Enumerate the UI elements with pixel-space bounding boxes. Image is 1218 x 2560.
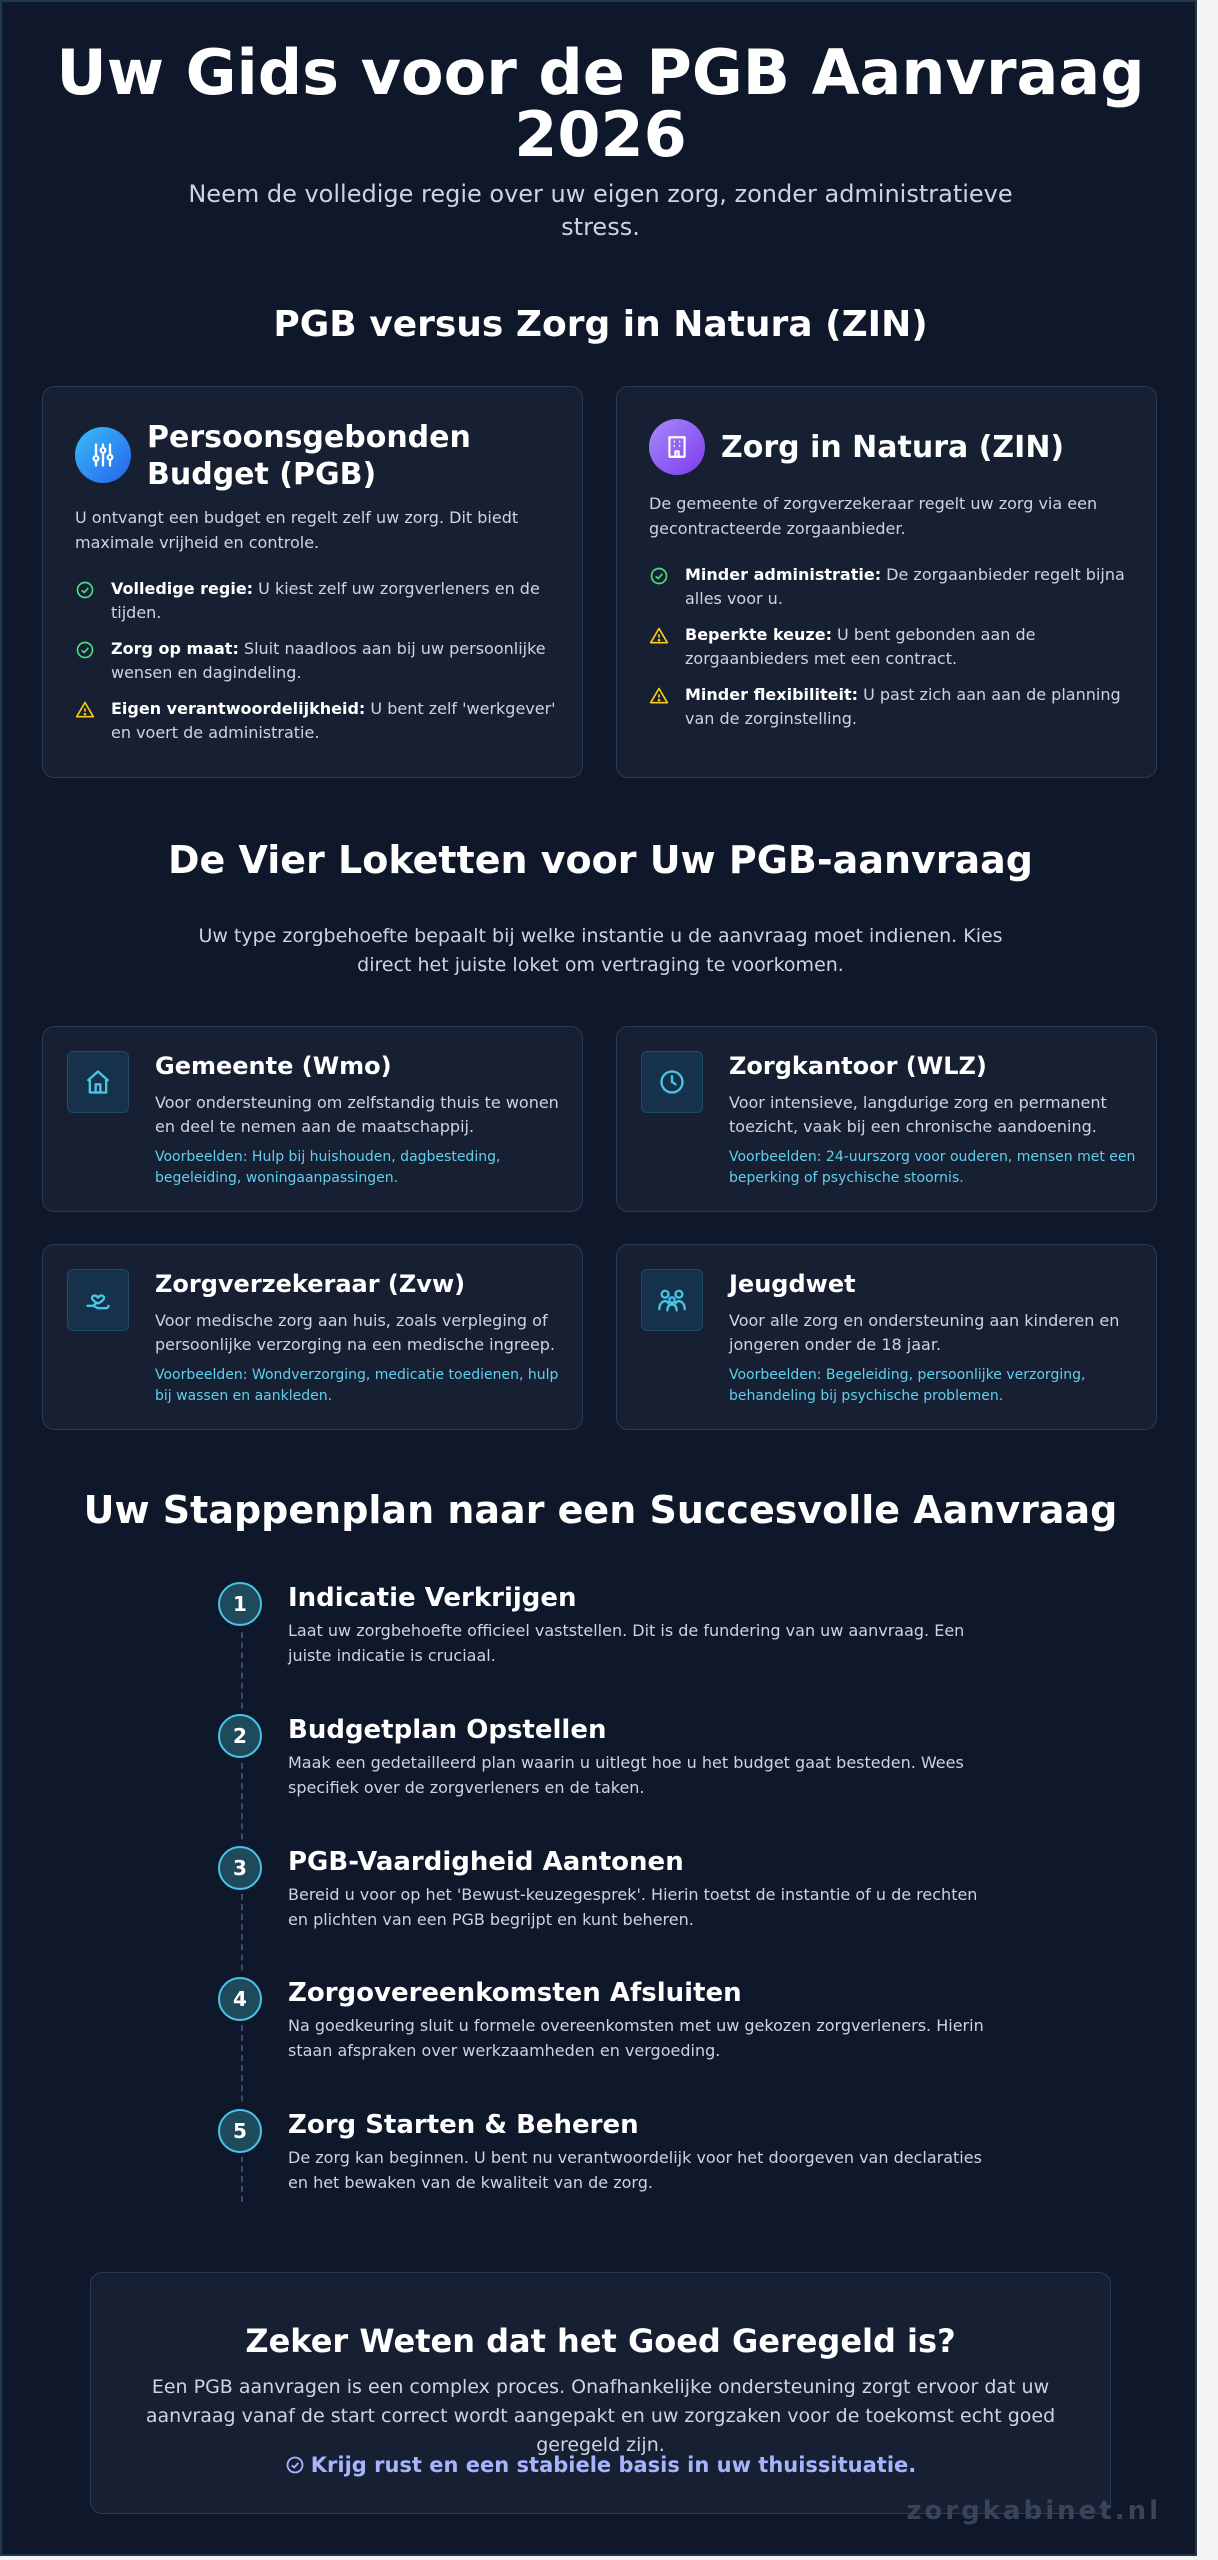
step-number: 4 <box>218 1977 262 2021</box>
loket-description: Voor ondersteuning om zelfstandig thuis te wonen en deel te nemen aan de maatschappij. <box>155 1093 559 1136</box>
step-description: Maak een gedetailleerd plan waarin u uitlegt hoe u het budget gaat besteden. Wees specifiek over de zorgverleners en de taken. <box>288 1753 964 1797</box>
pgb-card-title: Persoonsgebonden Budget (PGB) <box>147 420 471 492</box>
step-title: Indicatie Verkrijgen <box>288 1583 577 1613</box>
pgb-point-text: U kiest zelf uw zorgverleners en de tijden. <box>111 579 540 622</box>
loket-card-gemeente <box>42 1026 583 1212</box>
pgb-point-label: Volledige regie: <box>111 579 254 598</box>
step-title: Zorg Starten & Beheren <box>288 2110 639 2140</box>
zin-point-text: De zorgaanbieder regelt bijna alles voor u. <box>685 565 1125 608</box>
loketten-description: Uw type zorgbehoefte bepaalt bij welke instantie u de aanvraag moet indienen. Kies direct het juiste loket om vertraging te voorkomen. <box>198 925 1003 976</box>
title-line-2: 2026 <box>514 98 687 171</box>
step-description: De zorg kan beginnen. U bent nu verantwoordelijk voor het doorgeven van declaraties en het bewaken van de kwaliteit van de zorg. <box>288 2148 982 2192</box>
pgb-point-text: U bent zelf 'werkgever' en voert de administratie. <box>111 699 556 742</box>
zin-point-label: Minder flexibiliteit: <box>685 685 859 704</box>
home-icon <box>67 1051 129 1113</box>
cta-box <box>90 2272 1111 2514</box>
cta-description: Een PGB aanvragen is een complex proces. Onafhankelijke ondersteuning zorgt ervoor dat uw aanvraag vanaf de start correct wordt aangepakt en uw zorgzaken voor de toekomst echt goed geregeld zijn. <box>145 2376 1056 2456</box>
family-icon <box>641 1269 703 1331</box>
loketten-title: De Vier Loketten voor Uw PGB-aanvraag <box>167 838 1034 882</box>
comparison-title: PGB versus Zorg in Natura (ZIN) <box>273 304 928 345</box>
loket-card-zorgkantoor <box>616 1026 1157 1212</box>
step-title: Zorgovereenkomsten Afsluiten <box>288 1978 742 2008</box>
check-circle-icon <box>285 2455 305 2475</box>
pgb-point-label: Zorg op maat: <box>111 639 239 658</box>
step-number: 3 <box>218 1846 262 1890</box>
zin-card <box>616 386 1157 778</box>
step-number: 1 <box>218 1582 262 1626</box>
zin-point <box>649 563 1130 611</box>
zin-point-text: U bent gebonden aan de zorgaanbieders met een contract. <box>685 625 1036 668</box>
building-icon <box>649 419 705 475</box>
loket-title: Jeugdwet <box>729 1270 856 1298</box>
zin-point-text: U past zich aan aan de planning van de zorginstelling. <box>685 685 1121 728</box>
pgb-card <box>42 386 583 778</box>
step-number: 5 <box>218 2109 262 2153</box>
check-circle-icon <box>75 580 95 600</box>
step-description: Na goedkeuring sluit u formele overeenkomsten met uw gekozen zorgverleners. Hierin staan afspraken over werkzaamheden en vergoeding. <box>288 2016 984 2060</box>
hand-heart-icon <box>67 1269 129 1331</box>
zin-card-description: De gemeente of zorgverzekeraar regelt uw zorg via een gecontracteerde zorgaanbieder. <box>649 494 1098 538</box>
cta-footer <box>91 2453 1110 2477</box>
loket-description: Voor intensieve, langdurige zorg en permanent toezicht, vaak bij een chronische aandoening. <box>729 1093 1107 1136</box>
step-number: 2 <box>218 1714 262 1758</box>
loket-title: Gemeente (Wmo) <box>155 1052 392 1080</box>
loket-description: Voor medische zorg aan huis, zoals verpleging of persoonlijke verzorging na een medische ingreep. <box>155 1311 556 1354</box>
step-title: PGB-Vaardigheid Aantonen <box>288 1847 684 1877</box>
pgb-point <box>75 637 556 685</box>
sliders-icon <box>75 427 131 483</box>
cta-footer-text: Krijg rust en een stabiele basis in uw thuissituatie. <box>310 2453 917 2477</box>
loket-title: Zorgkantoor (WLZ) <box>729 1052 987 1080</box>
loket-examples: Voorbeelden: Wondverzorging, medicatie toedienen, hulp bij wassen en aankleden. <box>155 1367 559 1404</box>
warning-icon <box>649 626 669 646</box>
check-circle-icon <box>649 566 669 586</box>
title-line-1: Uw Gids voor de PGB Aanvraag <box>56 36 1145 109</box>
pgb-point-text: Sluit naadloos aan bij uw persoonlijke wensen en dagindeling. <box>111 639 546 682</box>
warning-icon <box>649 686 669 706</box>
zin-point <box>649 683 1130 731</box>
step-title: Budgetplan Opstellen <box>288 1715 607 1745</box>
pgb-point-label: Eigen verantwoordelijkheid: <box>111 699 366 718</box>
loket-card-zorgverzekeraar <box>42 1244 583 1430</box>
loket-examples: Voorbeelden: 24-uurszorg voor ouderen, mensen met een beperking of psychische stoornis. <box>729 1149 1136 1186</box>
step-description: Laat uw zorgbehoefte officieel vaststellen. Dit is de fundering van uw aanvraag. Een juiste indicatie is cruciaal. <box>288 1621 965 1665</box>
zin-point-label: Beperkte keuze: <box>685 625 832 644</box>
step-description: Bereid u voor op het 'Bewust-keuzegesprek'. Hierin toetst de instantie of u de rechten en plichten van een PGB begrijpt en kunt beheren. <box>288 1885 978 1929</box>
watermark: zorgkabinet.nl <box>906 2496 1161 2526</box>
pgb-card-description: U ontvangt een budget en regelt zelf uw zorg. Dit biedt maximale vrijheid en controle. <box>75 508 519 552</box>
loket-description: Voor alle zorg en ondersteuning aan kinderen en jongeren onder de 18 jaar. <box>729 1311 1120 1354</box>
check-circle-icon <box>75 640 95 660</box>
loket-card-jeugdwet <box>616 1244 1157 1430</box>
zin-card-title: Zorg in Natura (ZIN) <box>721 430 1065 465</box>
page-subtitle: Neem de volledige regie over uw eigen zorg, zonder administratieve stress. <box>188 180 1013 241</box>
stappenplan-title: Uw Stappenplan naar een Succesvolle Aanvraag <box>83 1488 1118 1532</box>
cta-title: Zeker Weten dat het Goed Geregeld is? <box>245 2322 956 2360</box>
loket-examples: Voorbeelden: Begeleiding, persoonlijke verzorging, behandeling bij psychische problemen. <box>729 1367 1086 1404</box>
zin-point-label: Minder administratie: <box>685 565 882 584</box>
page-title <box>2 36 1199 171</box>
clock-icon <box>641 1051 703 1113</box>
pgb-point <box>75 577 556 625</box>
loket-examples: Voorbeelden: Hulp bij huishouden, dagbesteding, begeleiding, woningaanpassingen. <box>155 1149 501 1186</box>
loket-title: Zorgverzekeraar (Zvw) <box>155 1270 466 1298</box>
zin-point <box>649 623 1130 671</box>
warning-icon <box>75 700 95 720</box>
pgb-point <box>75 697 556 745</box>
